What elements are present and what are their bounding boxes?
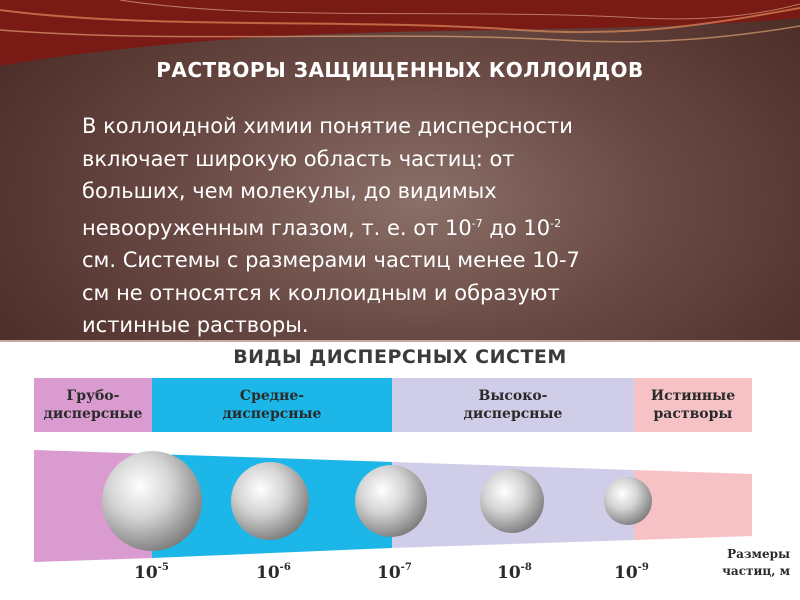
exponent: -2 (550, 216, 562, 230)
axis-label-line: частиц, м (722, 564, 790, 578)
body-line: В коллоидной химии понятие дисперсности (82, 114, 573, 138)
slide-title: РАСТВОРЫ ЗАЩИЩЕННЫХ КОЛЛОИДОВ (156, 58, 644, 82)
tick-label: $10^{-6}$ (256, 562, 291, 583)
band-label: Грубо- (66, 388, 120, 404)
body-line: больших, чем молекулы, до видимых (82, 179, 497, 203)
tick-label: $10^{-8}$ (497, 562, 532, 583)
figure-border (0, 340, 800, 600)
tick-label: $10^{-5}$ (134, 562, 169, 583)
band-label: Высоко- (478, 388, 548, 404)
body-line: см. Системы с размерами частиц менее 10-7 (82, 248, 580, 272)
body-text-fragment: до 10 (482, 215, 551, 240)
axis-label-line: Размеры (727, 547, 790, 561)
body-text-fragment: невооруженным глазом, т. е. от 10 (82, 215, 472, 240)
body-line: см не относятся к коллоидным и образуют (82, 280, 560, 305)
figure-title: ВИДЫ ДИСПЕРСНЫХ СИСТЕМ (233, 346, 567, 368)
band-label: растворы (653, 406, 733, 422)
body-line (82, 208, 742, 245)
tick-label: $10^{-7}$ (377, 562, 412, 583)
exponent: -7 (471, 216, 483, 230)
body-line: истинные растворы. (82, 313, 309, 337)
band-label: дисперсные (463, 406, 563, 422)
body-line: включает широкую область частиц: от (82, 146, 515, 171)
band-label: дисперсные (43, 406, 143, 422)
band-label: Истинные (650, 388, 736, 404)
band-label: Средне- (239, 388, 305, 404)
tick-label: $10^{-9}$ (614, 562, 649, 583)
slide-body-text (82, 110, 742, 342)
band-label: дисперсные (222, 406, 322, 422)
dispersion-figure (0, 340, 800, 600)
